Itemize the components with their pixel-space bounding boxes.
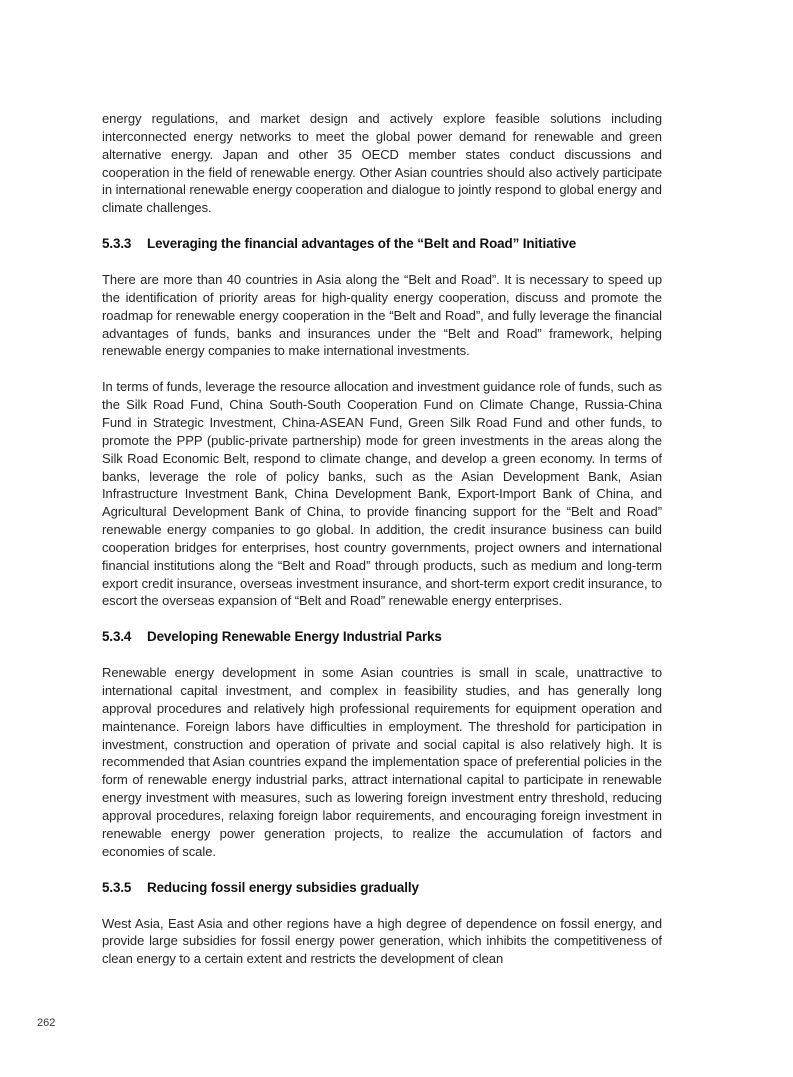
section-heading	[102, 235, 662, 253]
paragraph: There are more than 40 countries in Asia along the “Belt and Road”. It is necessary to speed up the identification of priority areas for high-quality energy cooperation, discuss and promote the roadmap for renewable energy cooperation in the “Belt and Road”, and fully leverage the financial advantages of funds, banks and insurances under the “Belt and Road” framework, helping renewable energy companies to make international investments.	[102, 272, 662, 359]
paragraph: West Asia, East Asia and other regions have a high degree of dependence on fossil energy, and provide large subsidies for fossil energy power generation, which inhibits the competitiveness of clean energy to a certain extent and restricts the development of clean	[102, 915, 662, 967]
section-heading	[102, 879, 662, 897]
section-title: Reducing fossil energy subsidies gradually	[147, 879, 419, 895]
spacer	[102, 253, 662, 271]
spacer	[102, 646, 662, 664]
paragraph: In terms of funds, leverage the resource allocation and investment guidance role of funds, such as the Silk Road Fund, China South-South Cooperation Fund on Climate Change, Russia-China Fund in Strategic Investment, China-ASEAN Fund, Green Silk Road Fund and other funds, to promote the PPP (public-private partnership) mode for green investments in the areas along the Silk Road Economic Belt, respond to climate change, and develop a green economy. In terms of banks, leverage the role of policy banks, such as the Asian Development Bank, Asian Infrastructure Investment Bank, China Development Bank, Export-Import Bank of China, and Agricultural Development Bank of China, to provide financing support for the “Belt and Road” renewable energy companies to go global. In addition, the credit insurance business can build cooperation bridges for enterprises, host country governments, project owners and international financial institutions along the “Belt and Road” through products, such as medium and long-term export credit insurance, overseas investment insurance, and short-term export credit insurance, to escort the overseas expansion of “Belt and Road” renewable energy enterprises.	[102, 379, 662, 609]
spacer	[102, 897, 662, 915]
paragraph: Renewable energy development in some Asian countries is small in scale, unattractive to international capital investment, and complex in feasibility studies, and has generally long approval procedures and relatively high professional requirements for equipment operation and maintenance. Foreign labors have difficulties in employment. The threshold for participation in investment, construction and operation of private and social capital is also relatively high. It is recommended that Asian countries expand the implementation space of preferential policies in the form of renewable energy industrial parks, attract international capital to participate in renewable energy investment with measures, such as lowering foreign investment entry threshold, reducing approval procedures, relaxing foreign labor requirements, and encouraging foreign investment in renewable energy power generation projects, to realize the accumulation of factors and economies of scale.	[102, 665, 662, 859]
section-5-3-3	[102, 235, 662, 610]
section-heading	[102, 628, 662, 646]
spacer	[102, 217, 662, 235]
section-number: 5.3.5	[102, 879, 132, 895]
page-content	[102, 110, 662, 968]
section-number: 5.3.3	[102, 236, 132, 252]
spacer	[102, 610, 662, 628]
spacer	[102, 861, 662, 879]
page-number: 262	[37, 1017, 56, 1029]
section-5-3-4	[102, 628, 662, 860]
section-title: Developing Renewable Energy Industrial Parks	[147, 629, 442, 645]
section-title: Leveraging the financial advantages of the “Belt and Road” Initiative	[147, 236, 577, 252]
section-5-3-5	[102, 879, 662, 969]
intro-paragraph: energy regulations, and market design and actively explore feasible solutions including interconnected energy networks to meet the global power demand for renewable and green alternative energy. Japan and other 35 OECD member states conduct discussions and cooperation in the field of renewable energy. Other Asian countries should also actively participate in international renewable energy cooperation and dialogue to jointly respond to global energy and climate challenges.	[102, 111, 662, 216]
spacer	[102, 360, 662, 378]
section-number: 5.3.4	[102, 629, 132, 645]
